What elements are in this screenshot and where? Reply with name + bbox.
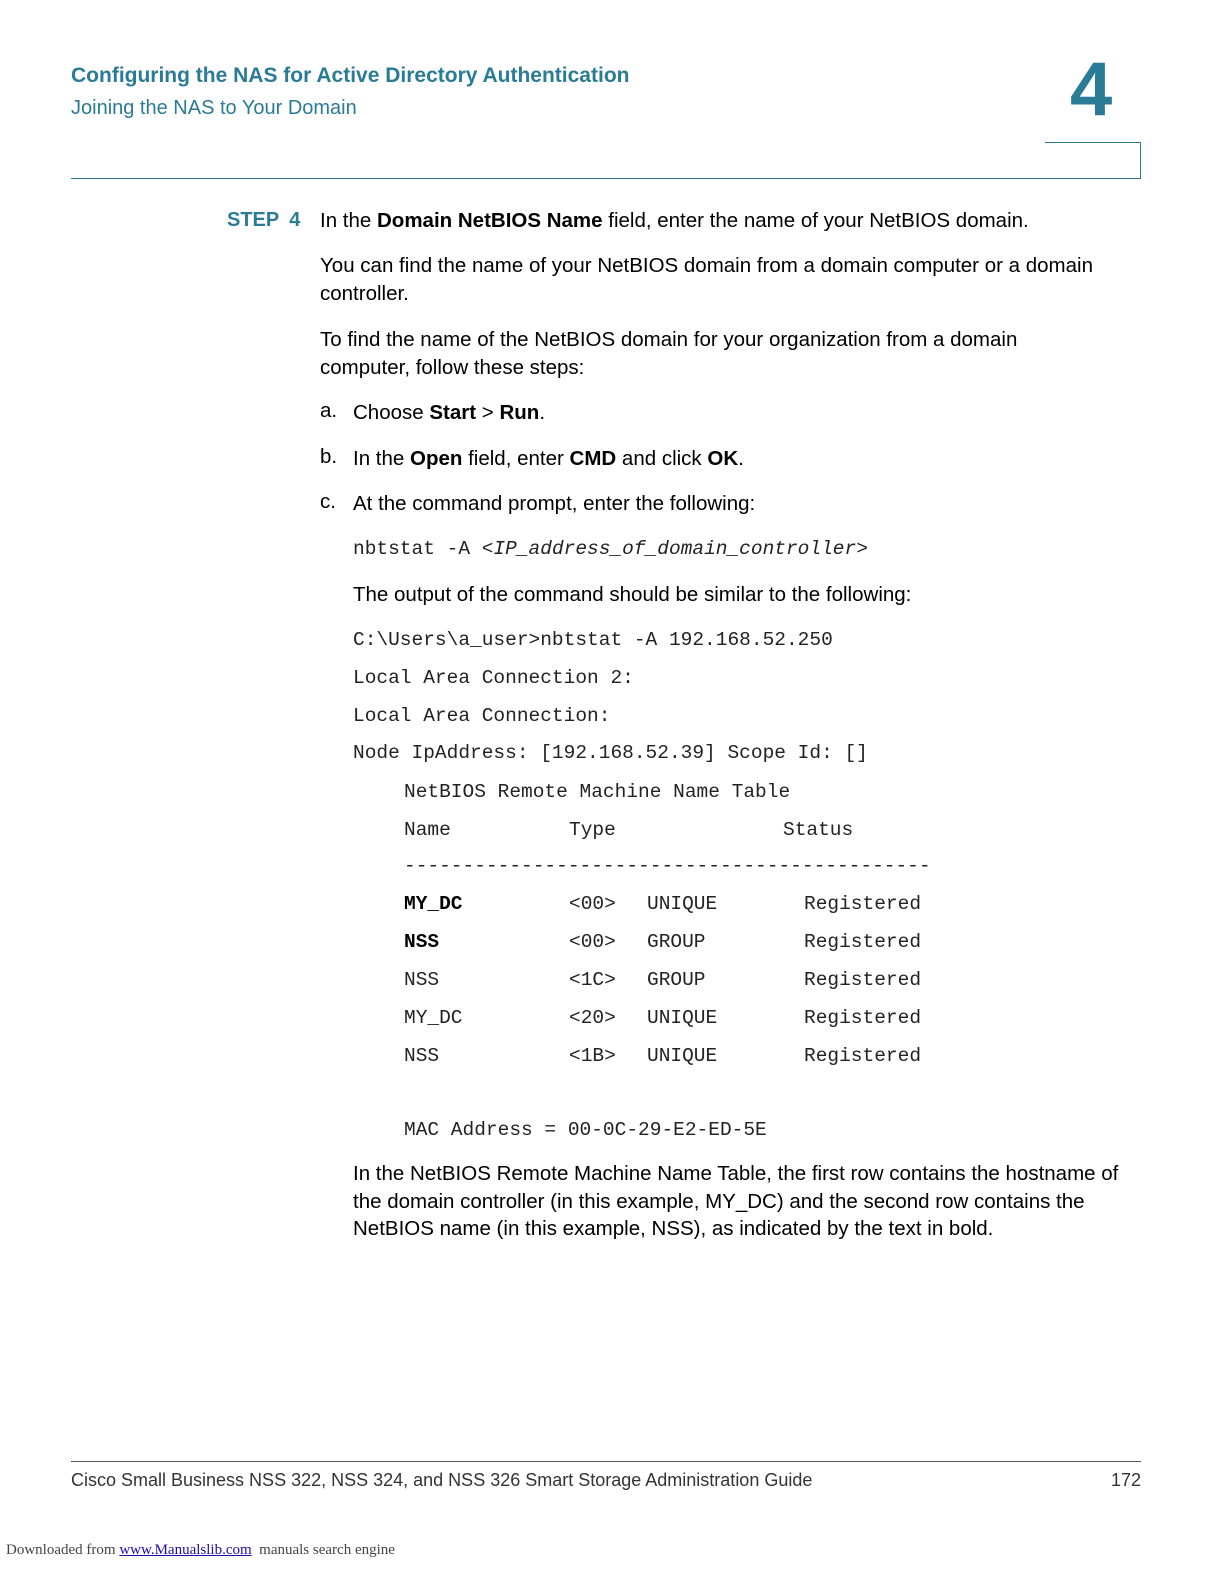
col-header-status: Status — [783, 819, 854, 841]
chapter-box-decoration — [1045, 142, 1141, 178]
row-type: UNIQUE — [647, 1045, 718, 1067]
table-row — [404, 931, 439, 953]
paragraph-steps-intro: To find the name of the NetBIOS domain for your organization from a domain computer, follow these steps: — [320, 328, 1018, 379]
row-status: Registered — [804, 893, 922, 915]
table-row — [404, 893, 463, 915]
list-marker-c: c. — [320, 490, 336, 513]
download-suffix: manuals search engine — [251, 1542, 395, 1558]
manualslib-link[interactable]: www.Manualslib.com — [119, 1542, 252, 1558]
text-run: and click — [616, 447, 708, 470]
text-run: Choose — [353, 401, 430, 424]
text-run: > — [476, 401, 500, 424]
output-line-3: Local Area Connection: — [353, 705, 611, 727]
output-line-2: Local Area Connection 2: — [353, 667, 634, 689]
col-header-type: Type — [569, 819, 616, 841]
list-marker-b: b. — [320, 445, 338, 468]
field-open: Open — [410, 447, 463, 470]
footer-guide-title: Cisco Small Business NSS 322, NSS 324, and NSS 326 Smart Storage Administration Guide — [71, 1470, 813, 1490]
row-code: <00> — [569, 893, 616, 915]
step-instruction — [320, 207, 1120, 235]
menu-start: Start — [429, 401, 477, 424]
command-argument: <IP_address_of_domain_controller> — [481, 538, 868, 560]
download-note — [6, 1542, 395, 1559]
output-line-4: Node IpAddress: [192.168.52.39] Scope Id: [] — [353, 742, 868, 764]
menu-run: Run — [499, 401, 540, 424]
text-run: . — [539, 401, 546, 424]
mac-address-line: MAC Address = 00-0C-29-E2-ED-5E — [404, 1119, 767, 1141]
row-code: <20> — [569, 1007, 616, 1029]
paragraph-find-netbios: You can find the name of your NetBIOS domain from a domain computer or a domain controller. — [320, 254, 1093, 305]
output-line-1: C:\Users\a_user>nbtstat -A 192.168.52.250 — [353, 629, 833, 651]
output-intro: The output of the command should be similar to the following: — [353, 583, 912, 606]
table-divider: --------------------------------------------- — [404, 855, 931, 877]
header-divider — [71, 178, 1141, 179]
download-prefix: Downloaded from — [6, 1542, 120, 1558]
row-name: NSS — [404, 1045, 440, 1067]
field-name: Domain NetBIOS Name — [377, 209, 603, 232]
row-type: GROUP — [647, 931, 706, 953]
row-code: <1C> — [569, 969, 616, 991]
row-status: Registered — [804, 931, 922, 953]
row-status: Registered — [804, 969, 922, 991]
conclusion-paragraph: In the NetBIOS Remote Machine Name Table, the first row contains the hostname of the domain controller (in this example, MY_DC) and the second row contains the NetBIOS name (in this example, NSS), as indicated by the text in bold. — [353, 1162, 1119, 1240]
text-run: In the — [320, 209, 377, 232]
row-name: NSS — [404, 969, 440, 991]
step-label — [227, 209, 300, 232]
row-type: GROUP — [647, 969, 706, 991]
row-type: UNIQUE — [647, 1007, 718, 1029]
row-name: MY_DC — [404, 1007, 463, 1029]
row-status: Registered — [804, 1045, 922, 1067]
list-item-b — [353, 445, 744, 473]
command-line — [353, 538, 868, 560]
command-cmd: CMD — [569, 447, 617, 470]
list-item-c: At the command prompt, enter the following: — [353, 492, 756, 515]
footer-divider — [71, 1461, 1141, 1462]
step-number: 4 — [289, 209, 301, 231]
list-marker-a: a. — [320, 399, 338, 422]
row-type: UNIQUE — [647, 893, 718, 915]
text-run: In the — [353, 447, 410, 470]
row-name: MY_DC — [404, 893, 463, 915]
text-run: field, enter — [462, 447, 570, 470]
text-run: field, enter the name of your NetBIOS domain. — [602, 209, 1029, 232]
button-ok: OK — [707, 447, 739, 470]
command-text: nbtstat -A — [353, 538, 482, 560]
row-code: <1B> — [569, 1045, 616, 1067]
step-word: STEP — [227, 209, 280, 231]
col-header-name: Name — [404, 819, 451, 841]
section-subtitle: Joining the NAS to Your Domain — [71, 97, 357, 119]
text-run: . — [738, 447, 744, 470]
row-code: <00> — [569, 931, 616, 953]
row-status: Registered — [804, 1007, 922, 1029]
table-title: NetBIOS Remote Machine Name Table — [404, 781, 791, 803]
page-number: 172 — [1110, 1470, 1141, 1490]
list-item-a — [353, 399, 545, 427]
row-name: NSS — [404, 931, 440, 953]
chapter-number: 4 — [1070, 47, 1113, 132]
chapter-title: Configuring the NAS for Active Directory Authentication — [71, 64, 630, 87]
